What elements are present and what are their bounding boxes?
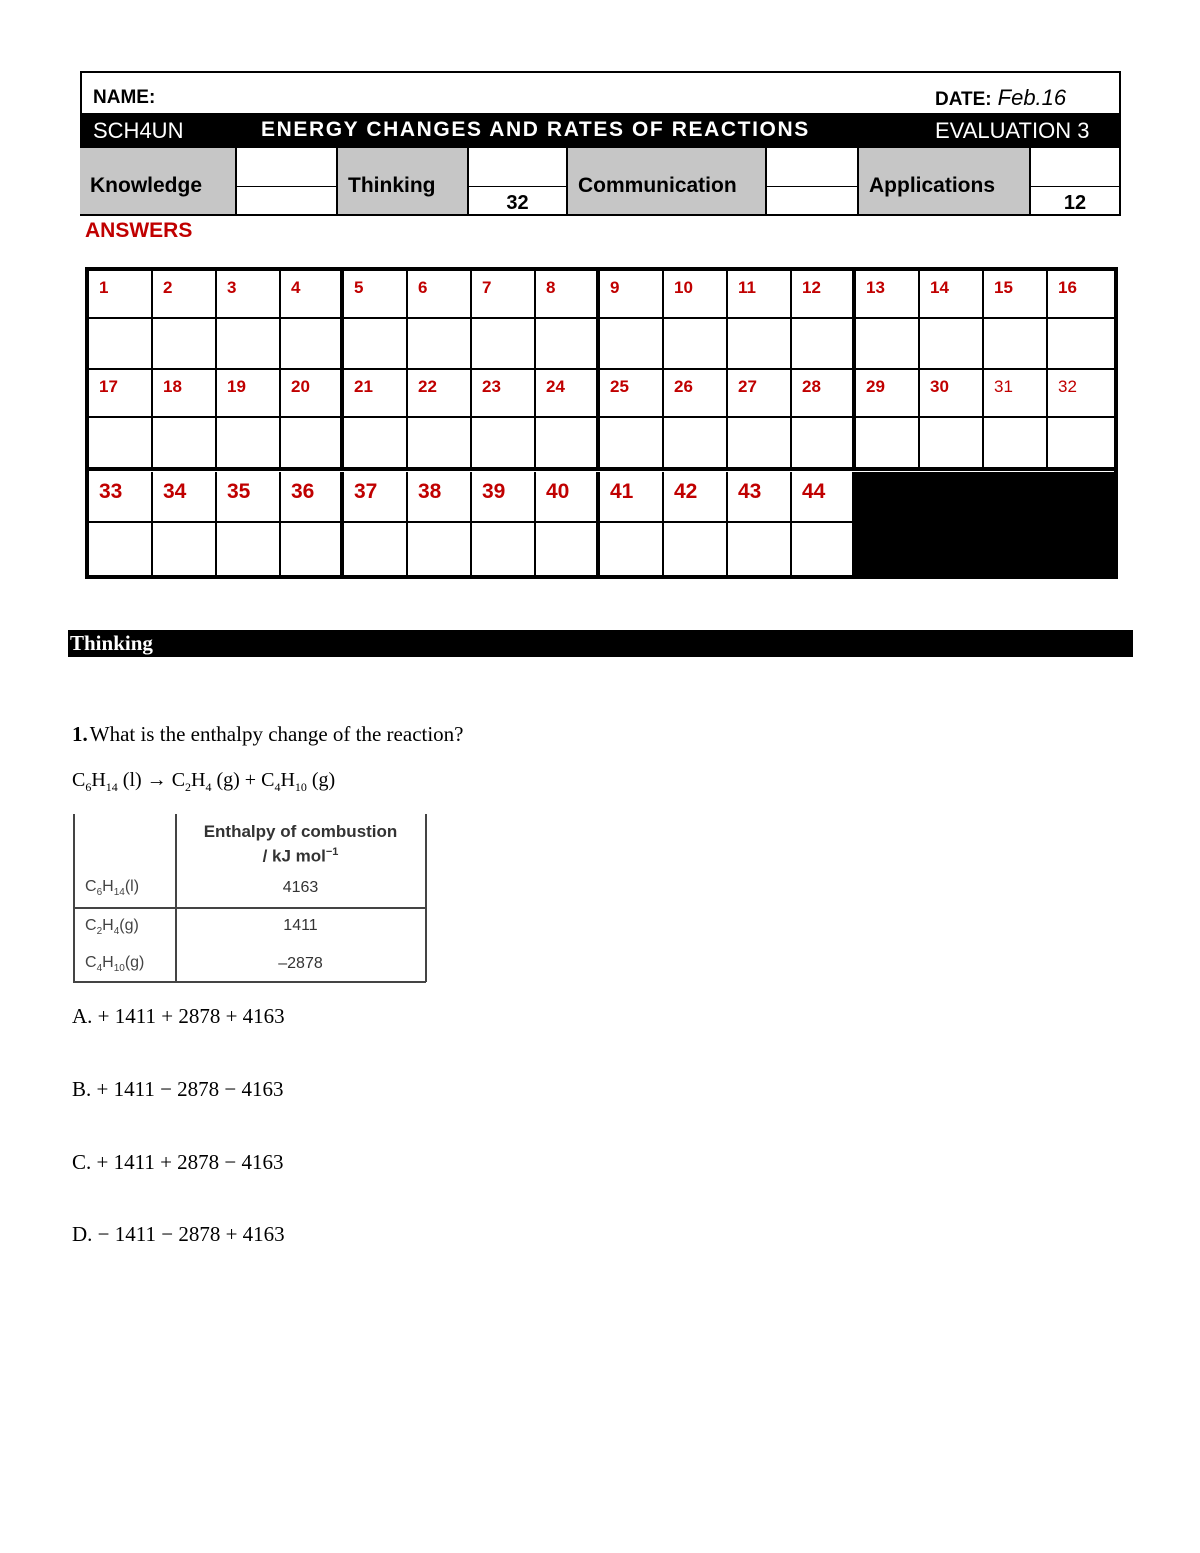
category-label: Applications (869, 174, 996, 197)
answer-number-cell (408, 271, 472, 319)
answer-number-cell (984, 271, 1048, 319)
unit-title: ENERGY CHANGES AND RATES OF REACTIONS (261, 118, 810, 141)
category-label: Knowledge (90, 174, 203, 197)
answer-number-cell (728, 370, 792, 418)
answer-number: 31 (994, 377, 1013, 396)
answer-number: 4 (291, 278, 301, 297)
answer-box[interactable] (920, 319, 984, 370)
option-a[interactable]: A. + 1411 + 2878 + 4163 (72, 1004, 285, 1028)
answer-number: 43 (738, 480, 762, 503)
answer-box[interactable] (792, 523, 856, 576)
answer-box[interactable] (664, 418, 728, 471)
answer-number: 21 (354, 377, 373, 396)
question-text: What is the enthalpy change of the reaction? (89, 722, 464, 746)
answer-box[interactable] (792, 319, 856, 370)
answer-number: 38 (418, 480, 442, 503)
table-header: Enthalpy of combustion / kJ mol$^{-1}$ (203, 822, 398, 866)
question-1 (72, 722, 464, 747)
answer-number-cell (281, 472, 344, 523)
answer-number: 15 (994, 278, 1013, 297)
answer-number-cell (472, 370, 536, 418)
answer-box[interactable] (600, 523, 664, 576)
answer-number-cell (1048, 370, 1114, 418)
answer-number: 9 (610, 278, 620, 297)
answer-box[interactable] (281, 418, 344, 471)
answer-number: 23 (482, 377, 501, 396)
option-d[interactable]: D. − 1411 − 2878 + 4163 (72, 1222, 285, 1246)
answer-box[interactable] (792, 418, 856, 471)
answer-box[interactable] (153, 418, 217, 471)
answer-number-cell (920, 370, 984, 418)
table-row-value: 4163 (282, 879, 319, 896)
table-row-species: $C_4H_{10}(g)$ (85, 954, 145, 975)
answer-number-cell (728, 472, 792, 523)
answer-box[interactable] (920, 418, 984, 471)
answer-number-cell (344, 271, 408, 319)
table-row-value: 1411 (283, 917, 318, 934)
answers-heading: ANSWERS (85, 219, 193, 242)
answer-number-cell (217, 370, 281, 418)
answer-number: 37 (354, 480, 378, 503)
answer-number-cell (281, 271, 344, 319)
date-field (935, 85, 1066, 111)
answer-number: 40 (546, 480, 570, 503)
table-row-species: $C_2H_4(g)$ (85, 917, 139, 938)
answer-number-cell (472, 472, 536, 523)
answer-number-cell (89, 271, 153, 319)
answer-number: 42 (674, 480, 698, 503)
reaction-equation: $C_6H_{14}$ $(l) \to C_2H_4$ $(g) + C_4H_{10}$ (g) (72, 769, 336, 794)
category-communication (566, 148, 767, 214)
answer-number: 20 (291, 377, 310, 396)
answer-box[interactable] (344, 418, 408, 471)
answer-number: 8 (546, 278, 556, 297)
answer-number-cell (792, 370, 856, 418)
answer-number-cell (536, 271, 600, 319)
answer-number: 27 (738, 377, 757, 396)
answer-number: 28 (802, 377, 821, 396)
answer-box[interactable] (472, 418, 536, 471)
question-number: 1. (72, 722, 88, 746)
answer-box[interactable] (600, 418, 664, 471)
answer-number-cell (792, 271, 856, 319)
answer-number-cell (600, 472, 664, 523)
answer-box[interactable] (408, 418, 472, 471)
answer-box[interactable] (89, 319, 153, 370)
answer-number: 33 (99, 480, 123, 503)
answer-number-cell (153, 370, 217, 418)
answer-number-cell (281, 370, 344, 418)
answer-box[interactable] (408, 523, 472, 576)
answer-number-cell (344, 472, 408, 523)
answer-number-cell (408, 370, 472, 418)
answer-number: 29 (866, 377, 885, 396)
category-knowledge (80, 148, 237, 214)
answer-number-cell (920, 271, 984, 319)
answer-box[interactable] (217, 418, 281, 471)
category-label: Thinking (348, 174, 436, 197)
score-total: 32 (506, 192, 529, 214)
answer-box[interactable] (408, 319, 472, 370)
answer-box[interactable] (1048, 319, 1114, 370)
answer-number-cell (89, 472, 153, 523)
answer-box[interactable] (856, 418, 920, 471)
answer-number-cell (856, 271, 920, 319)
answer-number: 19 (227, 377, 246, 396)
unused-area-block (856, 472, 1114, 576)
answer-box[interactable] (153, 523, 217, 576)
answer-number-cell (536, 472, 600, 523)
answer-number-cell (984, 370, 1048, 418)
answer-number: 32 (1058, 377, 1077, 396)
answer-box[interactable] (984, 418, 1048, 471)
answer-number: 14 (930, 278, 949, 297)
answer-box[interactable] (344, 523, 408, 576)
category-thinking (336, 148, 469, 214)
category-label: Communication (578, 174, 737, 197)
category-applications (857, 148, 1031, 214)
answer-number-cell (153, 472, 217, 523)
title-bar (82, 113, 1119, 148)
section-title: Thinking (70, 631, 153, 655)
answer-box[interactable] (728, 319, 792, 370)
answer-number: 16 (1058, 278, 1077, 297)
answer-number: 12 (802, 278, 821, 297)
answer-box[interactable] (536, 418, 600, 471)
answer-number: 17 (99, 377, 118, 396)
answer-box[interactable] (344, 319, 408, 370)
answer-number-cell (600, 370, 664, 418)
answer-number: 11 (738, 278, 756, 297)
answer-number-cell (89, 370, 153, 418)
answer-box[interactable] (600, 319, 664, 370)
answer-box[interactable] (664, 319, 728, 370)
score-box-applications[interactable] (1031, 148, 1119, 214)
name-label: NAME: (93, 87, 156, 108)
answer-number-cell (856, 370, 920, 418)
answer-number: 5 (354, 278, 364, 297)
answer-number: 24 (546, 377, 565, 396)
answer-number-cell (217, 472, 281, 523)
course-code: SCH4UN (93, 118, 184, 143)
answer-number-cell (1048, 271, 1114, 319)
answer-number-cell (664, 370, 728, 418)
answer-number: 10 (674, 278, 693, 297)
answer-number-cell (472, 271, 536, 319)
option-c[interactable]: C. + 1411 + 2878 − 4163 (72, 1150, 284, 1174)
answer-box[interactable] (728, 523, 792, 576)
answer-number: 13 (866, 278, 885, 297)
score-box-thinking[interactable] (469, 148, 566, 214)
answer-number-cell (728, 271, 792, 319)
answer-box[interactable] (153, 319, 217, 370)
answer-box[interactable] (664, 523, 728, 576)
answer-number-cell (153, 271, 217, 319)
answer-number: 3 (227, 278, 237, 297)
answer-box[interactable] (89, 418, 153, 471)
answer-box[interactable] (281, 523, 344, 576)
answer-box[interactable] (1048, 418, 1114, 471)
category-score-row (82, 148, 1119, 214)
answer-number-cell (217, 271, 281, 319)
answer-box[interactable] (472, 523, 536, 576)
answer-grid (85, 267, 1118, 579)
score-total: 12 (1063, 192, 1087, 214)
answer-box[interactable] (281, 319, 344, 370)
answer-number-cell (664, 271, 728, 319)
score-box-communication[interactable] (767, 148, 857, 214)
answer-number: 26 (674, 377, 693, 396)
score-box-knowledge[interactable] (237, 148, 336, 214)
answer-number: 7 (482, 278, 492, 297)
answer-number: 2 (163, 278, 173, 297)
answer-number: 36 (291, 480, 315, 503)
answer-number: 22 (418, 377, 437, 396)
answer-box[interactable] (984, 319, 1048, 370)
answer-box[interactable] (728, 418, 792, 471)
answer-number: 41 (610, 480, 634, 503)
answer-number-cell (344, 370, 408, 418)
answer-box[interactable] (536, 523, 600, 576)
answer-number: 30 (930, 377, 949, 396)
date-label: DATE: (935, 89, 992, 110)
answer-number: 35 (227, 480, 251, 503)
answer-box[interactable] (856, 319, 920, 370)
answer-number: 39 (482, 480, 506, 503)
table-row-species: $C_6H_{14}(l)$ (85, 878, 140, 899)
answer-number-cell (792, 472, 856, 523)
answer-number-cell (536, 370, 600, 418)
answer-box[interactable] (89, 523, 153, 576)
answer-number: 6 (418, 278, 428, 297)
answer-number-cell (600, 271, 664, 319)
answer-box[interactable] (217, 523, 281, 576)
answer-number: 18 (163, 377, 182, 396)
table-row-value: –2878 (278, 955, 323, 972)
answer-number: 44 (802, 480, 826, 503)
name-date-row (82, 73, 1119, 113)
answer-number: 25 (610, 377, 629, 396)
evaluation-header (80, 71, 1121, 216)
answer-number-cell (408, 472, 472, 523)
answer-box[interactable] (536, 319, 600, 370)
enthalpy-table (73, 814, 426, 982)
answer-number-cell (664, 472, 728, 523)
evaluation-number: EVALUATION 3 (935, 118, 1090, 143)
option-b[interactable]: B. + 1411 − 2878 − 4163 (72, 1077, 284, 1101)
answer-box[interactable] (472, 319, 536, 370)
answer-box[interactable] (217, 319, 281, 370)
date-value: Feb.16 (997, 85, 1067, 110)
section-bar (68, 630, 1133, 657)
answer-number: 34 (163, 480, 187, 503)
answer-number: 1 (99, 278, 109, 297)
